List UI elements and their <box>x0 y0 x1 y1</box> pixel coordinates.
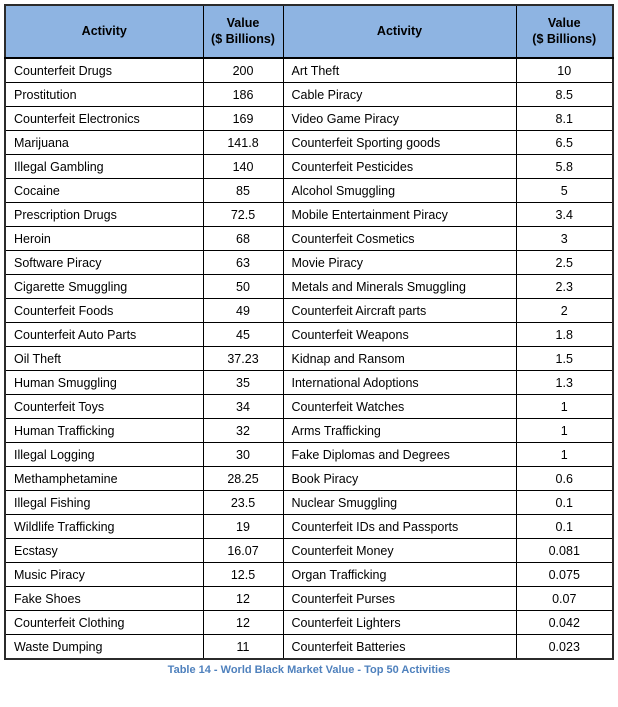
header-value-line2: ($ Billions) <box>532 31 597 46</box>
table-row <box>5 131 613 155</box>
value-cell: 72.5 <box>203 203 283 227</box>
table-row <box>5 419 613 443</box>
activity-cell: Music Piracy <box>5 563 203 587</box>
value-cell: 0.07 <box>516 587 613 611</box>
value-cell: 5.8 <box>516 155 613 179</box>
header-row <box>5 5 613 58</box>
header-activity-left: Activity <box>5 5 203 58</box>
table-row <box>5 371 613 395</box>
table-row <box>5 58 613 83</box>
value-cell: 141.8 <box>203 131 283 155</box>
table-row <box>5 347 613 371</box>
value-cell: 0.023 <box>516 635 613 660</box>
value-cell: 63 <box>203 251 283 275</box>
table-row <box>5 299 613 323</box>
value-cell: 5 <box>516 179 613 203</box>
activity-cell: Book Piracy <box>283 467 516 491</box>
value-cell: 34 <box>203 395 283 419</box>
header-value-line1: Value <box>226 15 260 30</box>
table-row <box>5 539 613 563</box>
activity-cell: Counterfeit Cosmetics <box>283 227 516 251</box>
value-cell: 0.6 <box>516 467 613 491</box>
activity-cell: Counterfeit Weapons <box>283 323 516 347</box>
table-row <box>5 515 613 539</box>
value-cell: 3.4 <box>516 203 613 227</box>
activity-cell: Counterfeit Toys <box>5 395 203 419</box>
activity-cell: Mobile Entertainment Piracy <box>283 203 516 227</box>
table-row <box>5 251 613 275</box>
activity-cell: Illegal Gambling <box>5 155 203 179</box>
value-cell: 8.5 <box>516 83 613 107</box>
activity-cell: Art Theft <box>283 58 516 83</box>
activity-cell: Heroin <box>5 227 203 251</box>
table-row <box>5 395 613 419</box>
activity-cell: Arms Trafficking <box>283 419 516 443</box>
table-row <box>5 563 613 587</box>
value-cell: 35 <box>203 371 283 395</box>
value-cell: 12 <box>203 587 283 611</box>
value-cell: 1 <box>516 395 613 419</box>
activity-cell: Counterfeit IDs and Passports <box>283 515 516 539</box>
activity-cell: Prostitution <box>5 83 203 107</box>
value-cell: 28.25 <box>203 467 283 491</box>
table-row <box>5 107 613 131</box>
value-cell: 45 <box>203 323 283 347</box>
table-row <box>5 83 613 107</box>
header-value-line1: Value <box>547 15 581 30</box>
value-cell: 85 <box>203 179 283 203</box>
activity-cell: Counterfeit Purses <box>283 587 516 611</box>
value-cell: 1.5 <box>516 347 613 371</box>
activity-cell: Illegal Fishing <box>5 491 203 515</box>
header-value-right <box>516 5 613 58</box>
value-cell: 32 <box>203 419 283 443</box>
activity-cell: Counterfeit Lighters <box>283 611 516 635</box>
value-cell: 140 <box>203 155 283 179</box>
activity-cell: Counterfeit Clothing <box>5 611 203 635</box>
table-row <box>5 587 613 611</box>
value-cell: 1 <box>516 443 613 467</box>
activity-cell: Counterfeit Pesticides <box>283 155 516 179</box>
table-caption: Table 14 - World Black Market Value - Top 50 Activities <box>167 664 451 676</box>
value-cell: 37.23 <box>203 347 283 371</box>
activity-cell: Counterfeit Watches <box>283 395 516 419</box>
activity-cell: Organ Trafficking <box>283 563 516 587</box>
value-cell: 186 <box>203 83 283 107</box>
value-cell: 10 <box>516 58 613 83</box>
activity-cell: Prescription Drugs <box>5 203 203 227</box>
value-cell: 23.5 <box>203 491 283 515</box>
black-market-value-table <box>4 4 614 660</box>
activity-cell: Illegal Logging <box>5 443 203 467</box>
activity-cell: Fake Diplomas and Degrees <box>283 443 516 467</box>
value-cell: 8.1 <box>516 107 613 131</box>
activity-cell: Fake Shoes <box>5 587 203 611</box>
value-cell: 16.07 <box>203 539 283 563</box>
value-cell: 1.8 <box>516 323 613 347</box>
activity-cell: Marijuana <box>5 131 203 155</box>
activity-cell: Software Piracy <box>5 251 203 275</box>
table-row <box>5 275 613 299</box>
activity-cell: Cigarette Smuggling <box>5 275 203 299</box>
value-cell: 169 <box>203 107 283 131</box>
activity-cell: Waste Dumping <box>5 635 203 660</box>
value-cell: 68 <box>203 227 283 251</box>
activity-cell: Human Trafficking <box>5 419 203 443</box>
value-cell: 2.3 <box>516 275 613 299</box>
activity-cell: Counterfeit Batteries <box>283 635 516 660</box>
value-cell: 12 <box>203 611 283 635</box>
header-value-left <box>203 5 283 58</box>
value-cell: 0.075 <box>516 563 613 587</box>
value-cell: 0.1 <box>516 491 613 515</box>
activity-cell: International Adoptions <box>283 371 516 395</box>
activity-cell: Counterfeit Electronics <box>5 107 203 131</box>
value-cell: 3 <box>516 227 613 251</box>
value-cell: 49 <box>203 299 283 323</box>
activity-cell: Movie Piracy <box>283 251 516 275</box>
activity-cell: Counterfeit Foods <box>5 299 203 323</box>
activity-cell: Oil Theft <box>5 347 203 371</box>
activity-cell: Nuclear Smuggling <box>283 491 516 515</box>
header-value-line2: ($ Billions) <box>211 31 275 46</box>
activity-cell: Counterfeit Auto Parts <box>5 323 203 347</box>
table-header <box>5 5 613 58</box>
activity-cell: Video Game Piracy <box>283 107 516 131</box>
activity-cell: Counterfeit Drugs <box>5 58 203 83</box>
value-cell: 0.1 <box>516 515 613 539</box>
value-cell: 0.042 <box>516 611 613 635</box>
activity-cell: Alcohol Smuggling <box>283 179 516 203</box>
value-cell: 30 <box>203 443 283 467</box>
activity-cell: Metals and Minerals Smuggling <box>283 275 516 299</box>
activity-cell: Cocaine <box>5 179 203 203</box>
table-row <box>5 635 613 660</box>
table-body <box>5 58 613 659</box>
activity-cell: Ecstasy <box>5 539 203 563</box>
activity-cell: Counterfeit Sporting goods <box>283 131 516 155</box>
table-row <box>5 203 613 227</box>
value-cell: 0.081 <box>516 539 613 563</box>
value-cell: 1 <box>516 419 613 443</box>
activity-cell: Counterfeit Aircraft parts <box>283 299 516 323</box>
activity-cell: Methamphetamine <box>5 467 203 491</box>
value-cell: 11 <box>203 635 283 660</box>
value-cell: 50 <box>203 275 283 299</box>
activity-cell: Cable Piracy <box>283 83 516 107</box>
value-cell: 12.5 <box>203 563 283 587</box>
table-row <box>5 323 613 347</box>
header-activity-right: Activity <box>283 5 516 58</box>
activity-cell: Counterfeit Money <box>283 539 516 563</box>
table-row <box>5 611 613 635</box>
table-row <box>5 179 613 203</box>
table-row <box>5 443 613 467</box>
table-row <box>5 155 613 179</box>
value-cell: 2.5 <box>516 251 613 275</box>
value-cell: 2 <box>516 299 613 323</box>
value-cell: 1.3 <box>516 371 613 395</box>
activity-cell: Wildlife Trafficking <box>5 515 203 539</box>
table-row <box>5 491 613 515</box>
activity-cell: Kidnap and Ransom <box>283 347 516 371</box>
value-cell: 6.5 <box>516 131 613 155</box>
activity-cell: Human Smuggling <box>5 371 203 395</box>
value-cell: 200 <box>203 58 283 83</box>
table-row <box>5 467 613 491</box>
value-cell: 19 <box>203 515 283 539</box>
table-row <box>5 227 613 251</box>
